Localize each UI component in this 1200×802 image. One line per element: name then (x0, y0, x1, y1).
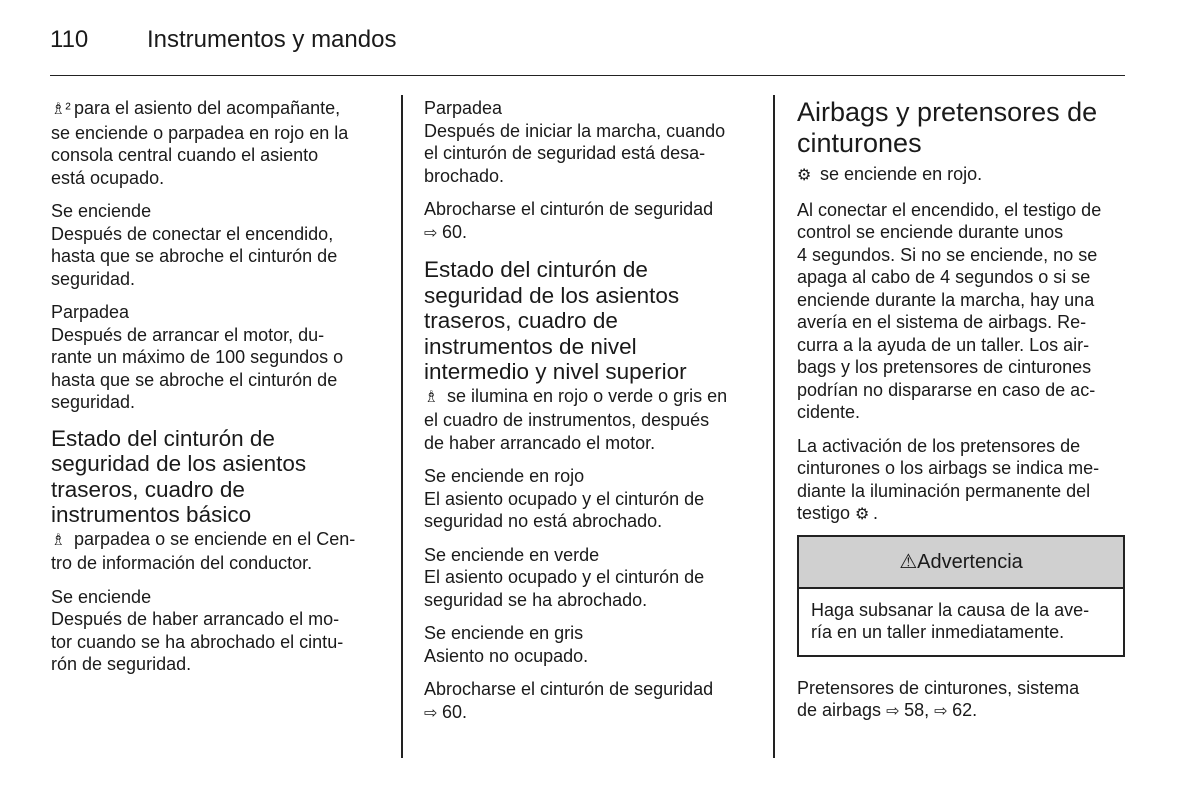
column-divider-right (773, 95, 775, 758)
airbag-paragraph-2: La activación de los pretensores de cinturones o los airbags se indica me- diante la iluminación permanente del testigo ⚙ . (797, 435, 1127, 527)
seatbelt-icon: ♗ (51, 531, 66, 549)
grey-label: Se enciende en gris (424, 623, 584, 644)
reference-arrow-icon: ⇨ (886, 703, 900, 720)
column-3 (797, 97, 1127, 724)
airbag-footer-reference: Pretensores de cinturones, sistema de airbags ⇨ 58, ⇨ 62. (797, 677, 1127, 724)
reference-arrow-icon: ⇨ (424, 224, 438, 242)
airbag-intro: ⚙ se enciende en rojo. (797, 163, 1127, 188)
airbag-icon: ⚙ (797, 167, 812, 184)
warning-triangle-icon: ⚠ (899, 550, 918, 573)
green-label: Se enciende en verde (424, 544, 600, 565)
header-divider (50, 75, 1125, 76)
page-reference[interactable]: 60. (442, 701, 468, 722)
column-1 (51, 97, 386, 676)
page-reference[interactable]: 58 (904, 700, 925, 720)
airbag-icon: ⚙ (855, 506, 870, 523)
on2-text: Después de haber arrancado el mo- tor cuando se ha abrochado el cintu- rón de seguridad. (51, 609, 344, 675)
column-divider-left (401, 95, 403, 758)
red-label: Se enciende en rojo (424, 466, 585, 487)
page-number: 110 (50, 26, 89, 53)
section-heading-advanced-cluster: Estado del cinturón de seguridad de los asientos traseros, cuadro de instrumentos de nivel intermedio y nivel superior (424, 257, 687, 385)
reference-arrow-icon: ⇨ (424, 704, 438, 722)
warning-header (799, 537, 1123, 589)
green-text: El asiento ocupado y el cinturón de seguridad se ha abrochado. (424, 567, 705, 610)
passenger-seat-icon: ♗² (51, 101, 71, 118)
basic-cluster-text: ♗ parpadea o se enciende en el Cen- tro de información del conductor. (51, 528, 356, 574)
page-reference[interactable]: 62 (952, 700, 973, 720)
section-heading-basic-cluster: Estado del cinturón de seguridad de los asientos traseros, cuadro de instrumentos básico (51, 425, 307, 528)
warning-box (797, 535, 1125, 657)
warning-title: Advertencia (917, 550, 1023, 573)
grey-text: Asiento no ocupado. (424, 645, 589, 666)
blink-text: Después de arrancar el motor, du- rante un máximo de 100 segundos o hasta que se abroche el cinturón de seguridad. (51, 324, 344, 412)
reference-arrow-icon: ⇨ (934, 703, 948, 720)
advanced-cluster-text: ♗ se ilumina en rojo o verde o gris en el cuadro de instrumentos, después de haber arrancado el motor. (424, 385, 728, 453)
page-title: Instrumentos y mandos (147, 26, 397, 53)
on2-label: Se enciende (51, 586, 152, 607)
passenger-seat-intro: ♗² para el asiento del acompañante, se enciende o parpadea en rojo en la consola central cuando el asiento está ocupado. (51, 98, 349, 188)
seatbelt-icon: ♗ (424, 388, 439, 406)
on-text: Después de conectar el encendido, hasta que se abroche el cinturón de seguridad. (51, 223, 338, 289)
warning-text: Haga subsanar la causa de la ave- ría en un taller inmediatamente. (811, 599, 1090, 642)
red-text: El asiento ocupado y el cinturón de seguridad no está abrochado. (424, 488, 705, 532)
page-reference[interactable]: 60. (442, 221, 468, 242)
blink-label: Parpadea (424, 98, 503, 118)
airbag-paragraph-1: Al conectar el encendido, el testigo de control se enciende durante unos 4 segundos. Si no se enciende, no se apaga al cabo de 4 segundos o si se enciende durante la marcha, hay una avería en el sistema de airbags. Re- curra a la ayuda de un taller. Los air- bags y los pretensores de cinturones podrían no dispararse en caso de ac- cidente. (797, 199, 1102, 422)
on-label: Se enciende (51, 201, 152, 221)
column-2 (424, 97, 759, 725)
blink-label: Parpadea (51, 302, 130, 322)
fasten-instruction-2: Abrocharse el cinturón de seguridad ⇨ 60. (424, 678, 759, 725)
blink-text: Después de iniciar la marcha, cuando el cinturón de seguridad está desa- brochado. (424, 120, 726, 186)
fasten-instruction-1: Abrocharse el cinturón de seguridad ⇨ 60. (424, 198, 759, 245)
section-heading-airbags: Airbags y pretensores de cinturones (797, 97, 1098, 158)
